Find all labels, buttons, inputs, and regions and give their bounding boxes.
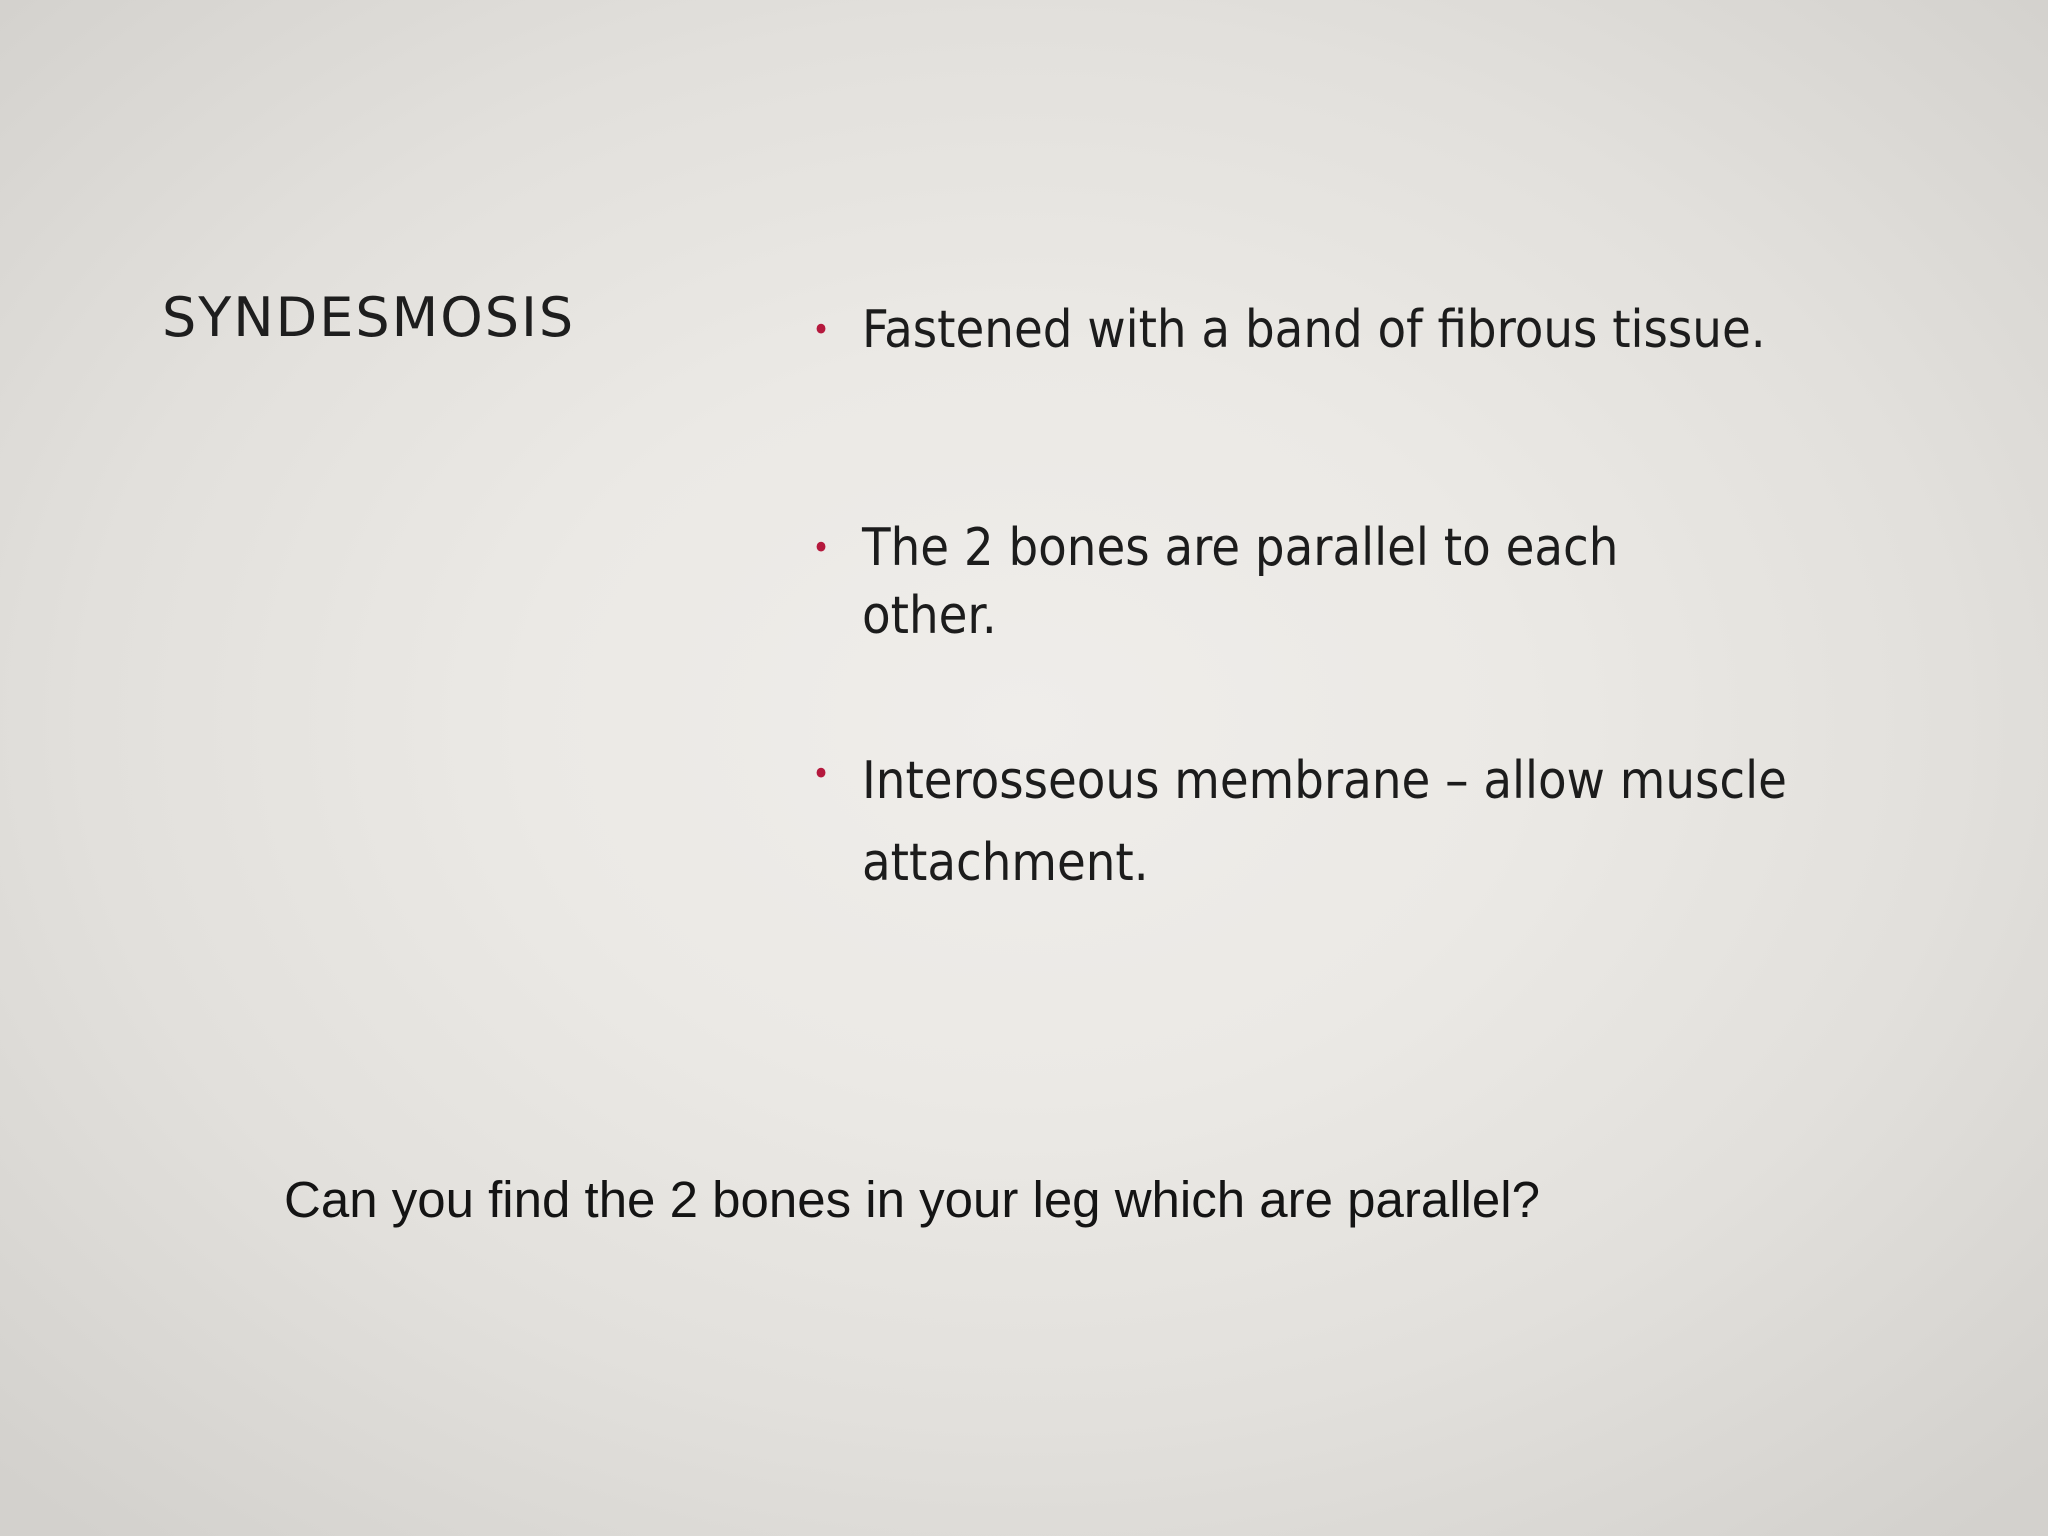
bullet-item <box>806 514 1722 650</box>
question-text: Can you find the 2 bones in your leg which are parallel? <box>284 1171 1540 1228</box>
bullet-text: Fastened with a band of fibrous tissue. <box>862 300 1766 360</box>
bullet-item <box>806 740 1822 904</box>
bullet-list <box>806 296 1806 904</box>
bullet-dot-icon: • <box>811 528 831 568</box>
bullet-dot-icon: • <box>811 754 831 794</box>
bullet-dot-icon: • <box>811 310 831 350</box>
bullet-text: Interosseous membrane – allow muscle attachment. <box>862 751 1787 893</box>
slide-title: SYNDESMOSIS <box>162 286 576 349</box>
bullet-item <box>806 296 1806 364</box>
bullet-text: The 2 bones are parallel to each other. <box>862 518 1619 646</box>
